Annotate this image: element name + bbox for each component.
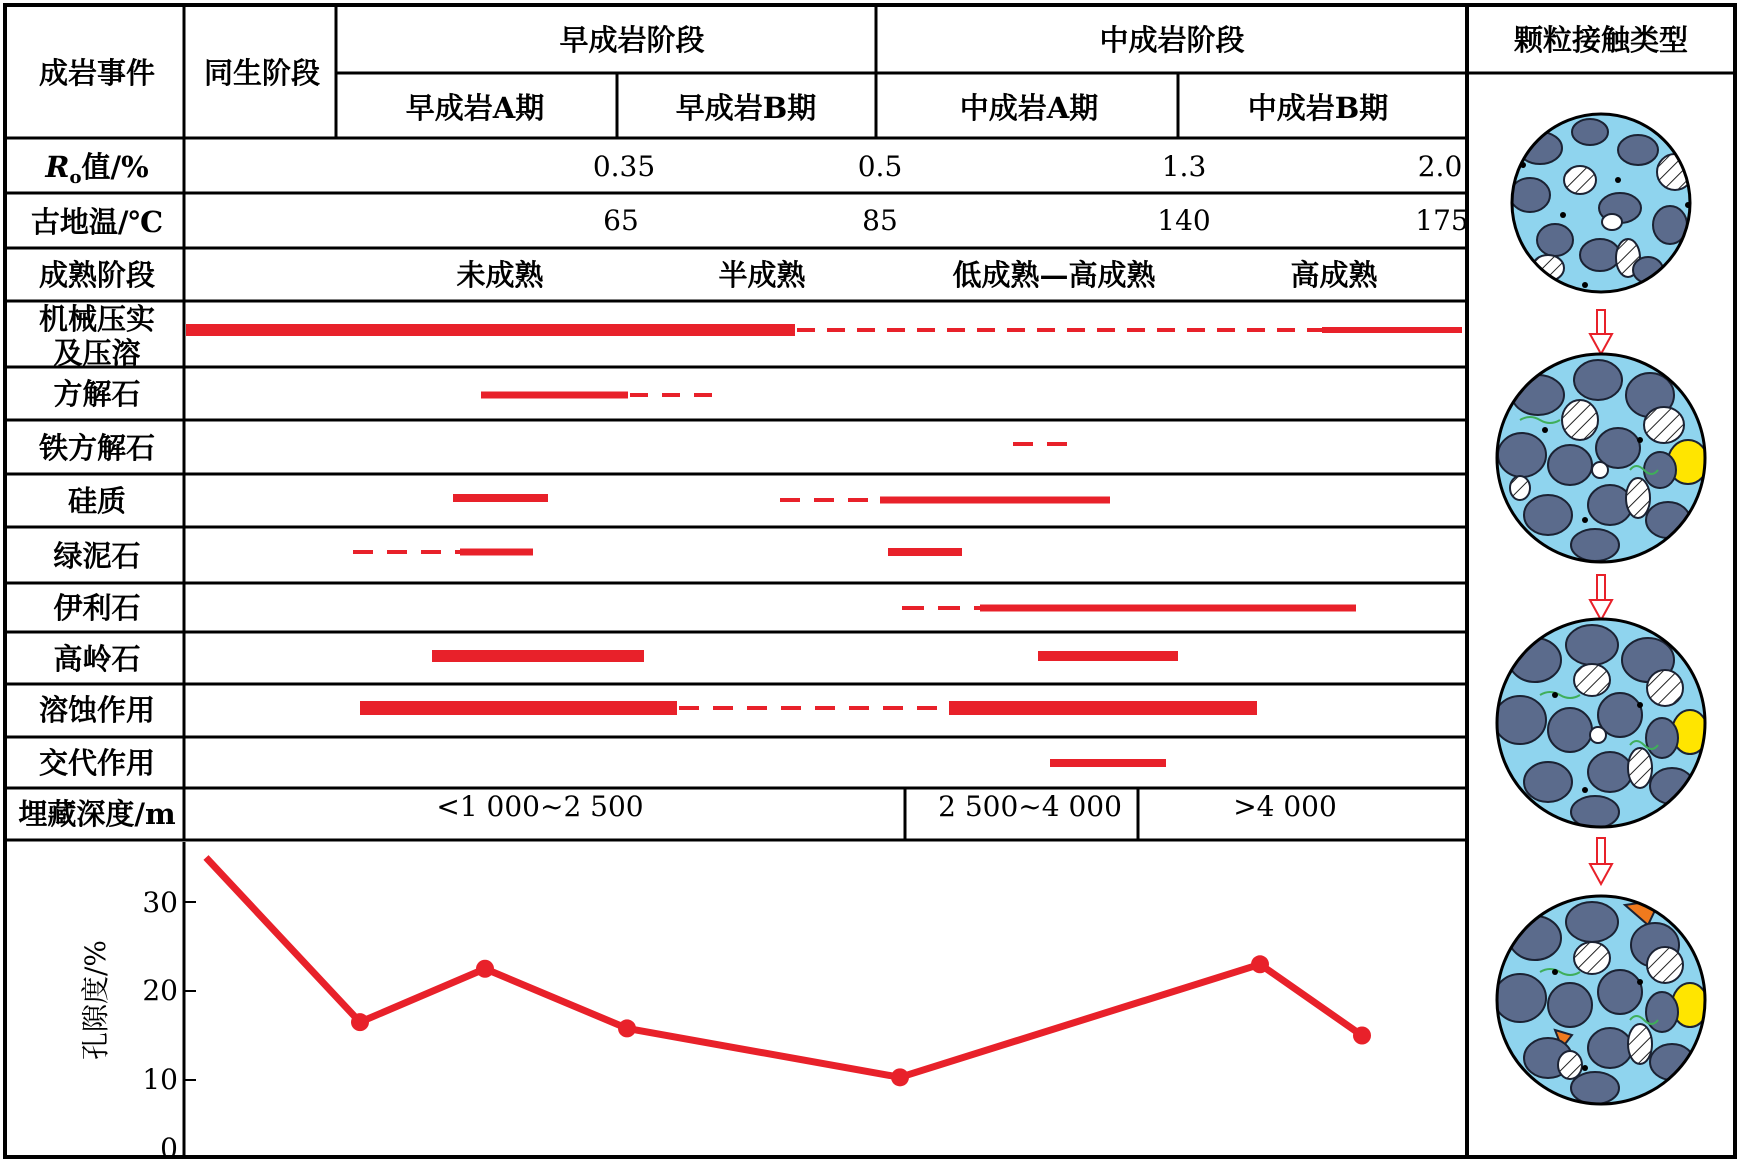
down-arrow-icon bbox=[1590, 575, 1612, 620]
event-label-dissolution: 溶蚀作用 bbox=[38, 693, 156, 727]
early-a-header: 早成岩A期 bbox=[405, 91, 545, 125]
event-label-compaction-1: 机械压实 bbox=[38, 302, 156, 336]
early-diagenesis-header: 早成岩阶段 bbox=[559, 23, 705, 57]
burial-depth-value: <1 000~2 500 bbox=[436, 790, 644, 823]
temperature-value: 65 bbox=[603, 204, 639, 237]
ro-value: 0.5 bbox=[857, 150, 903, 183]
event-label-kaolinite: 高岭石 bbox=[53, 642, 141, 676]
ro-value: 1.3 bbox=[1161, 150, 1207, 183]
grain-contact-panel-suture bbox=[1494, 896, 1708, 1104]
grain-contact-header: 颗粒接触类型 bbox=[1513, 23, 1689, 57]
porosity-point bbox=[618, 1019, 636, 1037]
porosity-series bbox=[206, 858, 1371, 1087]
y-tick-label: 20 bbox=[142, 974, 178, 1007]
porosity-line bbox=[206, 858, 1362, 1078]
porosity-point bbox=[351, 1013, 369, 1031]
event-label-siliceous: 硅质 bbox=[67, 484, 127, 518]
porosity-point bbox=[891, 1068, 909, 1086]
event-label-replacement: 交代作用 bbox=[38, 746, 156, 780]
ro-value: 2.0 bbox=[1417, 150, 1463, 183]
syngenetic-stage-header: 同生阶段 bbox=[203, 56, 321, 90]
y-tick-label: 10 bbox=[142, 1063, 178, 1096]
grain-contact-panels bbox=[1494, 114, 1708, 1104]
down-arrow-icon bbox=[1590, 310, 1612, 354]
burial-depth-label: 埋藏深度/m bbox=[18, 797, 176, 831]
porosity-y-axis-label: 孔隙度/% bbox=[79, 939, 112, 1061]
y-tick-label: 30 bbox=[142, 886, 178, 919]
grain-contact-panel-point bbox=[1510, 114, 1693, 292]
event-label-chlorite: 绿泥石 bbox=[53, 539, 141, 573]
porosity-point bbox=[1353, 1027, 1371, 1045]
event-label-illite: 伊利石 bbox=[53, 591, 141, 625]
porosity-point bbox=[476, 960, 494, 978]
burial-depth-value: >4 000 bbox=[1233, 790, 1337, 823]
middle-a-header: 中成岩A期 bbox=[959, 91, 1099, 125]
maturity-label: 成熟阶段 bbox=[38, 258, 156, 292]
temperature-value: 175 bbox=[1415, 204, 1469, 237]
porosity-point bbox=[1251, 955, 1269, 973]
burial-depth-value: 2 500~4 000 bbox=[938, 790, 1122, 823]
temperature-label: 古地温/℃ bbox=[30, 205, 164, 239]
porosity-chart bbox=[79, 842, 1371, 1162]
event-label-ferrocalcite: 铁方解石 bbox=[38, 431, 156, 465]
grain-contact-panel-line bbox=[1497, 354, 1708, 562]
temperature-value: 85 bbox=[862, 204, 898, 237]
ro-value: 0.35 bbox=[592, 150, 656, 183]
event-bars bbox=[186, 330, 1462, 763]
event-label-calcite: 方解石 bbox=[53, 377, 141, 411]
early-b-header: 早成岩B期 bbox=[675, 91, 817, 125]
events-header: 成岩事件 bbox=[38, 56, 156, 90]
y-tick-label: 0 bbox=[160, 1132, 178, 1162]
maturity-value: 半成熟 bbox=[718, 258, 806, 292]
event-label-compaction-2: 及压溶 bbox=[53, 336, 141, 370]
middle-diagenesis-header: 中成岩阶段 bbox=[1099, 23, 1245, 57]
temperature-value: 140 bbox=[1157, 204, 1211, 237]
ro-label: $R_o$值/% bbox=[45, 150, 149, 188]
middle-b-header: 中成岩B期 bbox=[1247, 91, 1389, 125]
maturity-value: 高成熟 bbox=[1290, 258, 1378, 292]
grain-contact-panel-concave-convex bbox=[1494, 619, 1708, 828]
maturity-value: 低成熟—高成熟 bbox=[952, 258, 1156, 292]
maturity-value: 未成熟 bbox=[456, 258, 544, 292]
down-arrow-icon bbox=[1590, 838, 1612, 884]
